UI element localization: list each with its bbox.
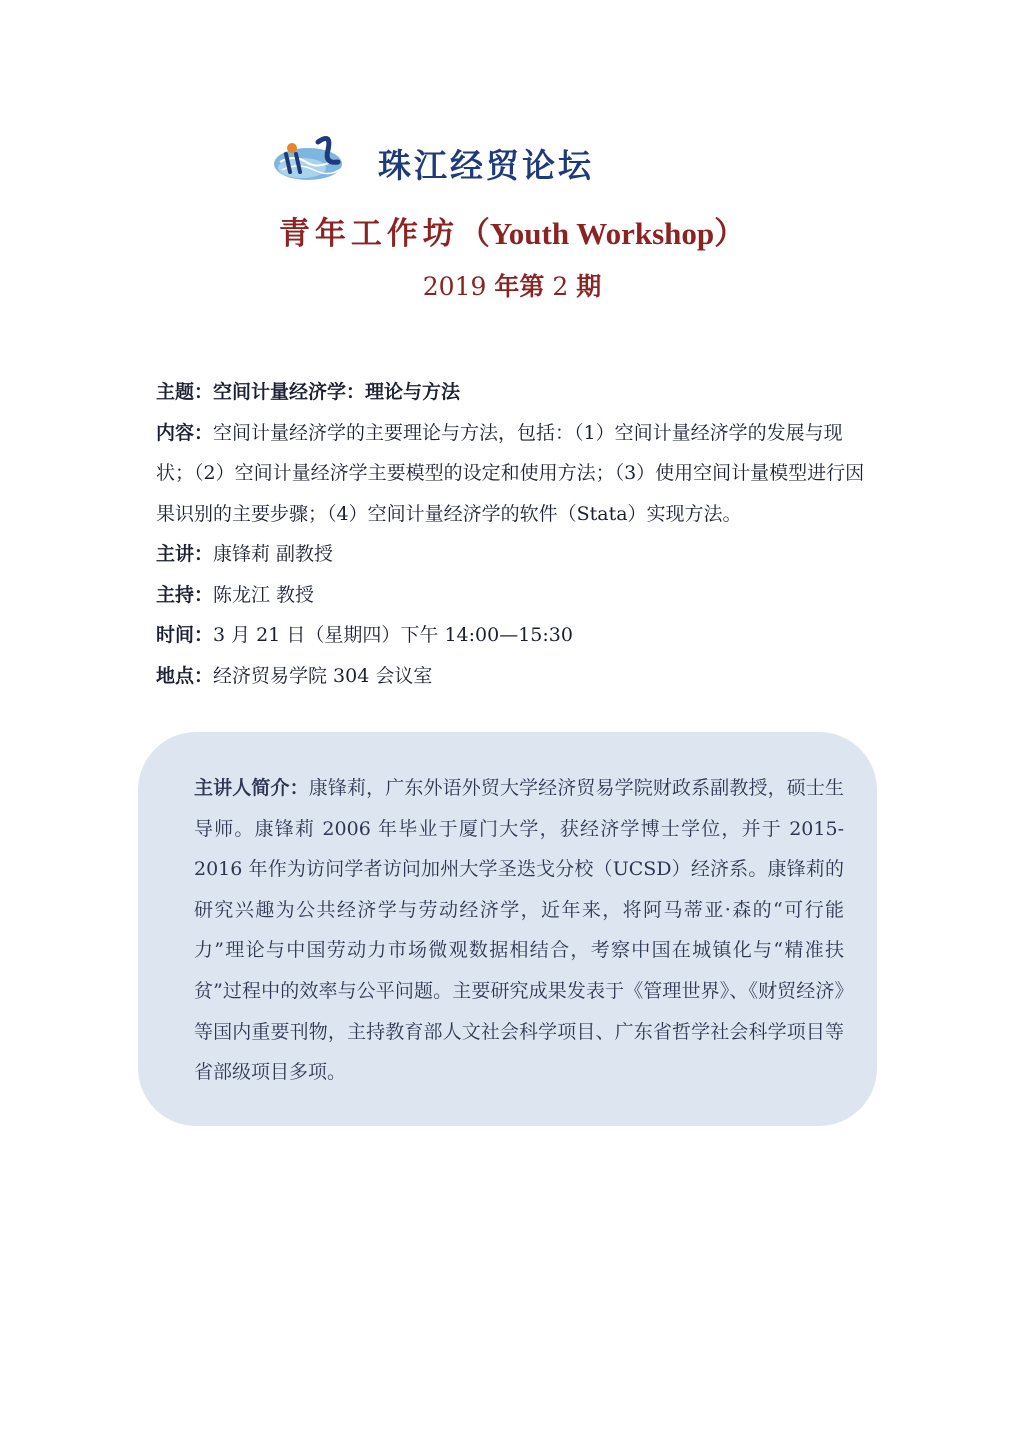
host-value: 陈龙江 教授 bbox=[213, 583, 315, 606]
workshop-title bbox=[0, 208, 1024, 253]
bio-text: 康锋莉，广东外语外贸大学经济贸易学院财政系副教授，硕士生导师。康锋莉 2006 年毕业于厦门大学，获经济学博士学位，并于 2015-2016 年作为访问学者访问加州大学圣迭戈分校（UCSD）经济系。康锋莉的研究兴趣为公共经济学与劳动经济学，近年来，将阿马蒂亚·森的“可行能力”理论与中国劳动力市场微观数据相结合，考察中国在城镇化与“精准扶贫”过程中的效率与公平问题。主要研究成果发表于《管理世界》、《财贸经济》等国内重要刊物，主持教育部人文社会科学项目、广东省哲学社会科学项目等省部级项目多项。 bbox=[194, 777, 844, 1084]
forum-logo bbox=[272, 132, 352, 184]
issue-year: 2019 bbox=[422, 272, 487, 301]
forum-title: 珠江经贸论坛 bbox=[378, 146, 594, 185]
bio-label: 主讲人简介： bbox=[194, 777, 309, 799]
topic-value: 空间计量经济学：理论与方法 bbox=[213, 381, 461, 403]
workshop-title-cn: 青年工作坊 bbox=[278, 216, 459, 252]
issue-di-char: 第 bbox=[519, 272, 545, 301]
time-value: 3 月 21 日（星期四）下午 14:00—15:30 bbox=[213, 624, 573, 646]
host-label: 主持： bbox=[156, 583, 214, 606]
speaker-bio bbox=[194, 768, 844, 1093]
topic-line bbox=[156, 372, 876, 413]
event-info bbox=[156, 372, 876, 696]
issue-year-char: 年 bbox=[494, 272, 520, 301]
topic-label: 主题： bbox=[156, 381, 214, 403]
content-line bbox=[156, 413, 876, 535]
speaker-value: 康锋莉 副教授 bbox=[213, 543, 334, 565]
host-line bbox=[156, 575, 876, 616]
speaker-label: 主讲： bbox=[156, 543, 214, 565]
content-value: 空间计量经济学的主要理论与方法，包括：（1）空间计量经济学的发展与现状；（2）空间计量经济学主要模型的设定和使用方法；（3）使用空间计量模型进行因果识别的主要步骤；（4）空间计量经济学的软件（Stata）实现方法。 bbox=[156, 421, 865, 525]
issue-num: 2 bbox=[552, 272, 569, 301]
issue-number bbox=[0, 267, 1024, 303]
time-line bbox=[156, 615, 876, 656]
speaker-line bbox=[156, 534, 876, 575]
place-value: 经济贸易学院 304 会议室 bbox=[213, 664, 433, 687]
content-label: 内容： bbox=[156, 421, 214, 444]
time-label: 时间： bbox=[156, 624, 214, 646]
issue-qi-char: 期 bbox=[576, 272, 602, 301]
workshop-title-en: （Youth Workshop） bbox=[458, 216, 746, 251]
speaker-bio-box bbox=[138, 732, 877, 1126]
place-label: 地点： bbox=[156, 664, 214, 687]
place-line bbox=[156, 656, 876, 697]
